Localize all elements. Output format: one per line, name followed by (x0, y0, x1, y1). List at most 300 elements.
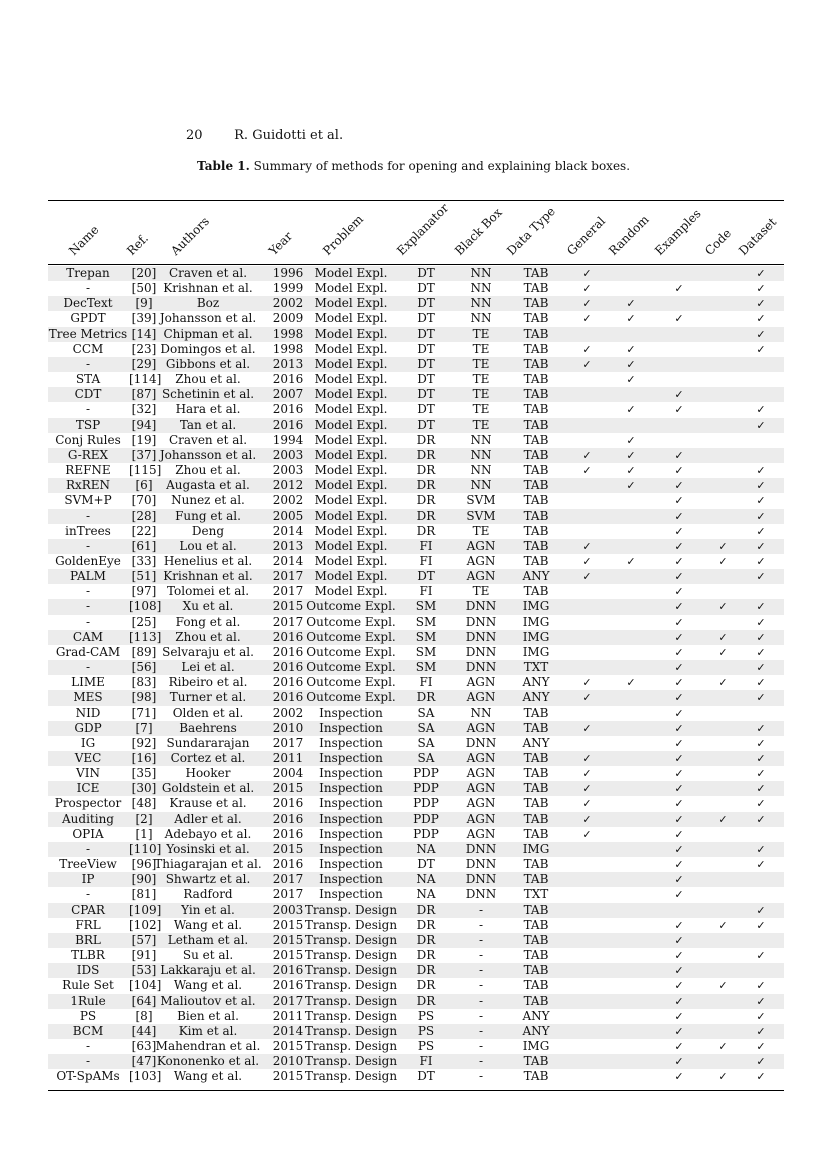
cell-dataset: ✓ (756, 752, 766, 765)
header-black-box: Black Box (452, 205, 505, 258)
cell-data-type: IMG (522, 599, 550, 614)
cell-name: IP (81, 872, 95, 887)
cell-data-type: TAB (523, 402, 549, 417)
cell-year: 2013 (272, 538, 304, 553)
cell-black-box: AGN (466, 796, 496, 811)
cell-ref: [61] (131, 538, 157, 553)
cell-explanator: DR (416, 963, 436, 978)
cell-problem: Model Expl. (314, 356, 388, 371)
cell-general: ✓ (582, 312, 592, 326)
cell-problem: Model Expl. (314, 387, 388, 402)
cell-authors: Turner et al. (169, 690, 247, 705)
table-row (48, 509, 784, 524)
cell-explanator: FI (419, 584, 433, 599)
cell-name: RxREN (65, 478, 111, 493)
cell-problem: Transp. Design (304, 993, 398, 1008)
cell-name: ICE (76, 781, 100, 796)
cell-data-type: TAB (523, 963, 549, 978)
cell-ref: [81] (131, 887, 157, 902)
cell-black-box: DNN (465, 629, 497, 644)
cell-problem: Model Expl. (314, 508, 388, 523)
cell-year: 1998 (272, 341, 304, 356)
cell-black-box: NN (470, 478, 492, 493)
cell-year: 2017 (272, 569, 304, 584)
cell-year: 2015 (272, 1038, 304, 1053)
cell-examples: ✓ (674, 524, 684, 538)
cell-dataset: ✓ (756, 570, 766, 584)
cell-problem: Model Expl. (314, 432, 388, 447)
cell-authors: Zhou et al. (175, 629, 241, 644)
cell-problem: Outcome Expl. (306, 660, 396, 675)
cell-data-type: TAB (523, 432, 549, 447)
cell-explanator: FI (419, 553, 433, 568)
cell-year: 2003 (272, 463, 304, 478)
cell-examples: ✓ (674, 842, 684, 856)
cell-examples: ✓ (674, 827, 684, 841)
cell-ref: [8] (135, 1008, 153, 1023)
cell-explanator: DR (416, 432, 436, 447)
cell-examples: ✓ (674, 1070, 684, 1084)
cell-authors: Shwartz et al. (165, 872, 251, 887)
cell-problem: Model Expl. (314, 417, 388, 432)
cell-problem: Model Expl. (314, 569, 388, 584)
cell-authors: Domingos et al. (160, 341, 256, 356)
cell-problem: Outcome Expl. (306, 614, 396, 629)
cell-year: 2013 (272, 356, 304, 371)
cell-examples: ✓ (674, 676, 684, 690)
cell-problem: Model Expl. (314, 372, 388, 387)
cell-year: 1999 (272, 281, 304, 296)
cell-random: ✓ (626, 357, 636, 371)
cell-dataset: ✓ (756, 1024, 766, 1038)
cell-general: ✓ (582, 570, 592, 584)
table-row (48, 539, 784, 554)
cell-ref: [29] (131, 356, 157, 371)
cell-name: - (85, 538, 91, 553)
cell-dataset: ✓ (756, 721, 766, 735)
cell-black-box: - (478, 978, 484, 993)
cell-data-type: TAB (523, 463, 549, 478)
cell-name: IDS (76, 963, 100, 978)
cell-ref: [9] (135, 296, 153, 311)
cell-problem: Model Expl. (314, 447, 388, 462)
cell-random: ✓ (626, 297, 636, 311)
cell-data-type: TAB (523, 811, 549, 826)
cell-explanator: DT (417, 266, 435, 280)
cell-problem: Inspection (319, 735, 383, 750)
cell-black-box: DNN (465, 841, 497, 856)
cell-random: ✓ (626, 403, 636, 417)
cell-data-type: TAB (523, 857, 549, 872)
cell-name: - (85, 508, 91, 523)
cell-dataset: ✓ (756, 797, 766, 811)
cell-ref: [33] (131, 553, 157, 568)
cell-problem: Model Expl. (314, 478, 388, 493)
caption-text: Summary of methods for opening and explaining black boxes. (249, 159, 631, 173)
cell-explanator: DR (416, 902, 436, 917)
cell-data-type: TAB (523, 796, 549, 811)
table-row (48, 872, 784, 887)
cell-year: 2017 (272, 584, 304, 599)
cell-explanator: DR (416, 493, 436, 508)
cell-data-type: TAB (523, 266, 549, 280)
cell-ref: [14] (131, 326, 157, 341)
cell-name: Conj Rules (55, 432, 121, 447)
cell-random: ✓ (626, 479, 636, 493)
page-number: 20 (186, 128, 203, 143)
cell-year: 2016 (272, 660, 304, 675)
cell-ref: [28] (131, 508, 157, 523)
cell-code: ✓ (718, 554, 728, 568)
cell-name: GoldenEye (55, 553, 121, 568)
cell-examples: ✓ (674, 691, 684, 705)
cell-authors: Schetinin et al. (161, 387, 255, 402)
cell-ref: [30] (131, 781, 157, 796)
cell-data-type: ANY (522, 569, 550, 584)
cell-name: Rule Set (62, 978, 114, 993)
cell-ref: [32] (131, 402, 157, 417)
table-row (48, 827, 784, 842)
header-ref: Ref. (124, 231, 151, 258)
table-row (48, 812, 784, 827)
cell-ref: [102] (129, 917, 162, 932)
cell-black-box: NN (470, 432, 492, 447)
table-row (48, 963, 784, 978)
cell-black-box: AGN (466, 811, 496, 826)
cell-examples: ✓ (674, 554, 684, 568)
cell-examples: ✓ (674, 585, 684, 599)
cell-authors: Tolomei et al. (166, 584, 250, 599)
cell-black-box: AGN (466, 538, 496, 553)
cell-year: 2010 (272, 720, 304, 735)
cell-year: 2005 (272, 508, 304, 523)
cell-general: ✓ (582, 342, 592, 356)
cell-problem: Outcome Expl. (306, 675, 396, 690)
table-row (48, 918, 784, 933)
cell-name: - (85, 599, 91, 614)
cell-name: G-REX (67, 447, 109, 462)
cell-authors: Zhou et al. (175, 463, 241, 478)
cell-problem: Transp. Design (304, 1054, 398, 1069)
cell-authors: Zhou et al. (175, 372, 241, 387)
cell-authors: Krause et al. (169, 796, 247, 811)
table-row (48, 478, 784, 493)
cell-explanator: DR (416, 508, 436, 523)
cell-black-box: NN (470, 463, 492, 478)
cell-black-box: NN (470, 705, 492, 720)
cell-authors: Deng (191, 523, 225, 538)
cell-black-box: DNN (465, 644, 497, 659)
cell-name: CAM (72, 629, 104, 644)
cell-authors: Cortez et al. (170, 751, 246, 765)
cell-year: 2012 (272, 478, 304, 493)
table-row (48, 948, 784, 963)
table-row (48, 736, 784, 751)
cell-year: 2015 (272, 781, 304, 796)
cell-explanator: DR (416, 478, 436, 493)
cell-general: ✓ (582, 721, 592, 735)
cell-code: ✓ (718, 676, 728, 690)
header-name: Name (66, 222, 102, 258)
cell-explanator: DT (417, 326, 435, 341)
cell-ref: [2] (135, 811, 153, 826)
cell-authors: Hooker (185, 766, 231, 781)
cell-explanator: DT (417, 311, 435, 326)
cell-black-box: - (478, 1069, 484, 1084)
cell-ref: [37] (131, 447, 157, 462)
cell-ref: [94] (131, 417, 157, 432)
cell-problem: Transp. Design (304, 1008, 398, 1023)
cell-data-type: ANY (522, 675, 550, 690)
cell-dataset: ✓ (756, 691, 766, 705)
cell-ref: [48] (131, 796, 157, 811)
cell-name: - (85, 281, 91, 296)
cell-explanator: SM (415, 629, 437, 644)
cell-random: ✓ (626, 448, 636, 462)
cell-year: 2015 (272, 948, 304, 963)
cell-black-box: AGN (466, 751, 496, 765)
cell-dataset: ✓ (756, 918, 766, 932)
cell-examples: ✓ (674, 615, 684, 629)
cell-random: ✓ (626, 433, 636, 447)
table-row (48, 357, 784, 372)
cell-ref: [71] (131, 705, 157, 720)
cell-data-type: IMG (522, 841, 550, 856)
cell-problem: Transp. Design (304, 1038, 398, 1053)
table-bottom-rule (48, 1090, 784, 1091)
cell-examples: ✓ (674, 812, 684, 826)
cell-problem: Inspection (319, 796, 383, 811)
cell-explanator: SM (415, 614, 437, 629)
cell-problem: Inspection (319, 751, 383, 765)
cell-ref: [114] (129, 372, 162, 387)
cell-year: 2017 (272, 614, 304, 629)
cell-explanator: PDP (413, 811, 439, 826)
cell-data-type: TAB (523, 1054, 549, 1069)
cell-data-type: TAB (523, 356, 549, 371)
cell-problem: Inspection (319, 872, 383, 887)
cell-random: ✓ (626, 342, 636, 356)
cell-name: SVM+P (64, 493, 112, 508)
cell-explanator: SM (415, 644, 437, 659)
cell-year: 2003 (272, 447, 304, 462)
cell-authors: Selvaraju et al. (162, 644, 254, 659)
cell-authors: Krishnan et al. (163, 281, 253, 296)
cell-name: GDP (74, 720, 102, 735)
cell-problem: Model Expl. (314, 341, 388, 356)
cell-name: CCM (72, 341, 104, 356)
table-row (48, 1069, 784, 1084)
cell-data-type: TAB (523, 766, 549, 781)
cell-year: 2014 (272, 1023, 304, 1038)
cell-authors: Wang et al. (173, 917, 243, 932)
table-row (48, 690, 784, 705)
cell-code: ✓ (718, 1039, 728, 1053)
table-row (48, 933, 784, 948)
cell-data-type: IMG (522, 614, 550, 629)
cell-authors: Radford (183, 887, 233, 902)
cell-examples: ✓ (674, 509, 684, 523)
cell-ref: [103] (129, 1069, 162, 1084)
cell-examples: ✓ (674, 282, 684, 296)
cell-authors: Hara et al. (175, 402, 241, 417)
cell-ref: [57] (131, 932, 157, 947)
cell-data-type: TAB (523, 417, 549, 432)
cell-name: GPDT (70, 311, 106, 326)
table-row (48, 418, 784, 433)
cell-explanator: PDP (413, 826, 439, 841)
cell-problem: Transp. Design (304, 902, 398, 917)
cell-black-box: - (478, 1023, 484, 1038)
cell-authors: Wang et al. (173, 1069, 243, 1084)
cell-authors: Chipman et al. (163, 326, 253, 341)
cell-general: ✓ (582, 782, 592, 796)
cell-authors: Su et al. (182, 948, 234, 963)
cell-data-type: TAB (523, 932, 549, 947)
cell-examples: ✓ (674, 752, 684, 765)
cell-dataset: ✓ (756, 327, 766, 341)
cell-data-type: TAB (523, 872, 549, 887)
cell-code: ✓ (718, 600, 728, 614)
cell-name: OT-SpAMs (56, 1069, 120, 1084)
cell-ref: [19] (131, 432, 157, 447)
cell-year: 2002 (272, 705, 304, 720)
cell-dataset: ✓ (756, 464, 766, 478)
cell-year: 2007 (272, 387, 304, 402)
cell-general: ✓ (582, 297, 592, 311)
cell-general: ✓ (582, 827, 592, 841)
cell-explanator: SA (417, 735, 435, 750)
table-row (48, 493, 784, 508)
table-row (48, 781, 784, 796)
cell-name: MES (73, 690, 103, 705)
cell-dataset: ✓ (756, 645, 766, 659)
cell-name: PALM (70, 569, 106, 584)
cell-authors: Lei et al. (181, 660, 235, 675)
cell-explanator: DR (416, 690, 436, 705)
cell-ref: [51] (131, 569, 157, 584)
cell-general: ✓ (582, 767, 592, 781)
cell-black-box: TE (472, 584, 490, 599)
table-row (48, 599, 784, 614)
cell-problem: Transp. Design (304, 963, 398, 978)
cell-year: 2016 (272, 963, 304, 978)
cell-year: 2016 (272, 811, 304, 826)
cell-random: ✓ (626, 554, 636, 568)
cell-explanator: DT (417, 387, 435, 402)
cell-black-box: NN (470, 266, 492, 280)
cell-explanator: NA (416, 887, 436, 902)
cell-explanator: DT (417, 569, 435, 584)
cell-explanator: NA (416, 841, 436, 856)
cell-explanator: PS (417, 1008, 435, 1023)
cell-black-box: AGN (466, 675, 496, 690)
cell-examples: ✓ (674, 312, 684, 326)
cell-examples: ✓ (674, 479, 684, 493)
cell-dataset: ✓ (756, 524, 766, 538)
cell-name: NID (75, 705, 101, 720)
cell-name: - (85, 614, 91, 629)
table-row (48, 615, 784, 630)
cell-examples: ✓ (674, 918, 684, 932)
cell-code: ✓ (718, 539, 728, 553)
cell-explanator: PDP (413, 796, 439, 811)
cell-dataset: ✓ (756, 782, 766, 796)
table-row (48, 311, 784, 326)
cell-general: ✓ (582, 282, 592, 296)
cell-problem: Model Expl. (314, 553, 388, 568)
cell-dataset: ✓ (756, 994, 766, 1008)
header-code: Code (702, 226, 735, 258)
cell-name: TSP (75, 417, 101, 432)
cell-dataset: ✓ (756, 342, 766, 356)
table-row (48, 994, 784, 1009)
cell-random: ✓ (626, 373, 636, 387)
cell-black-box: DNN (465, 599, 497, 614)
cell-authors: Fong et al. (175, 614, 241, 629)
cell-year: 2016 (272, 978, 304, 993)
cell-examples: ✓ (674, 661, 684, 675)
cell-examples: ✓ (674, 448, 684, 462)
cell-problem: Model Expl. (314, 523, 388, 538)
cell-explanator: DR (416, 932, 436, 947)
cell-dataset: ✓ (756, 858, 766, 872)
cell-dataset: ✓ (756, 554, 766, 568)
cell-data-type: TAB (523, 948, 549, 963)
cell-dataset: ✓ (756, 418, 766, 432)
cell-authors: Goldstein et al. (161, 781, 255, 796)
cell-ref: [1] (135, 826, 153, 841)
cell-examples: ✓ (674, 979, 684, 993)
cell-year: 2003 (272, 902, 304, 917)
cell-black-box: - (478, 1038, 484, 1053)
cell-ref: [50] (131, 281, 157, 296)
cell-examples: ✓ (674, 964, 684, 978)
cell-examples: ✓ (674, 630, 684, 644)
cell-problem: Transp. Design (304, 932, 398, 947)
cell-explanator: DT (417, 1069, 435, 1084)
cell-authors: Henelius et al. (163, 553, 253, 568)
cell-authors: Yosinski et al. (166, 841, 250, 856)
cell-authors: Bien et al. (177, 1008, 239, 1023)
cell-year: 2015 (272, 599, 304, 614)
cell-ref: [70] (131, 493, 157, 508)
cell-dataset: ✓ (756, 736, 766, 750)
cell-examples: ✓ (674, 994, 684, 1008)
header-random: Random (606, 212, 652, 258)
cell-data-type: TAB (523, 902, 549, 917)
cell-authors: Boz (196, 296, 220, 311)
cell-name: Grad-CAM (55, 644, 121, 659)
table-row (48, 903, 784, 918)
header-examples: Examples (652, 206, 704, 258)
caption-label: Table 1. (196, 159, 250, 173)
cell-year: 1996 (272, 266, 304, 280)
cell-data-type: TAB (523, 447, 549, 462)
cell-year: 1998 (272, 326, 304, 341)
cell-dataset: ✓ (756, 282, 766, 296)
cell-problem: Inspection (319, 720, 383, 735)
cell-general: ✓ (582, 539, 592, 553)
cell-examples: ✓ (674, 797, 684, 811)
cell-black-box: TE (472, 402, 490, 417)
cell-black-box: DNN (465, 735, 497, 750)
cell-ref: [90] (131, 872, 157, 887)
cell-data-type: TAB (523, 1069, 549, 1084)
cell-ref: [104] (129, 978, 162, 993)
cell-year: 2015 (272, 841, 304, 856)
cell-name: VIN (76, 766, 100, 781)
